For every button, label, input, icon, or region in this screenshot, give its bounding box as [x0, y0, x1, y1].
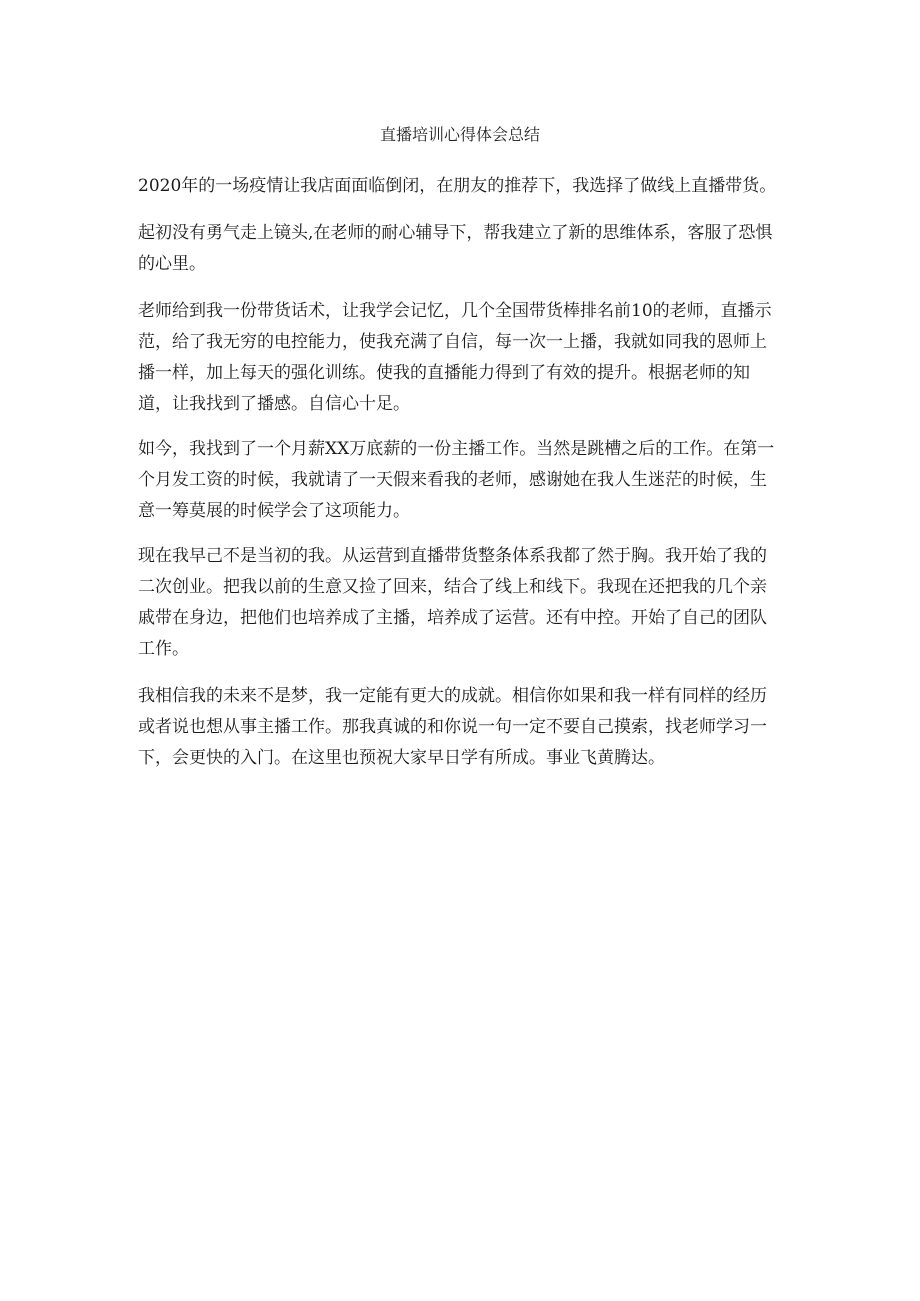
paragraph-line: 如今，我找到了一个月薪XX万底薪的一份主播工作。当然是跳槽之后的工作。在第一 — [138, 439, 775, 459]
paragraph — [138, 434, 786, 527]
paragraph-line: 意一筹莫展的时候学会了这项能力。 — [138, 501, 410, 521]
paragraph — [138, 218, 786, 280]
paragraph-line: 播一样，加上每天的强化训练。使我的直播能力得到了有效的提升。根据老师的知 — [138, 363, 750, 383]
paragraph-line: 戚带在身边，把他们也培养成了主播，培养成了运营。还有中控。开始了自己的团队 — [138, 608, 767, 628]
paragraph-line: 我相信我的未来不是梦，我一定能有更大的成就。相信你如果和我一样有同样的经历 — [138, 686, 767, 706]
paragraph-line: 老师给到我一份带货话术，让我学会记忆，几个全国带货棒排名前10的老师，直播示 — [138, 301, 772, 321]
paragraph — [138, 681, 786, 774]
paragraph-line: 道，让我找到了播感。自信心十足。 — [138, 394, 410, 414]
paragraph-line: 个月发工资的时候，我就请了一天假来看我的老师，感谢她在我人生迷茫的时候，生 — [138, 470, 767, 490]
paragraph-line: 工作。 — [138, 639, 189, 659]
paragraph-line: 2020年的一场疫情让我店面面临倒闭，在朋友的推荐下，我选择了做线上直播带货。 — [138, 176, 777, 196]
paragraph — [138, 296, 786, 420]
paragraph-line: 的心里。 — [138, 254, 206, 274]
paragraph-line: 范，给了我无穷的电控能力，使我充满了自信，每一次一上播，我就如同我的恩师上 — [138, 332, 767, 352]
document-body — [138, 171, 786, 774]
paragraph-line: 或者说也想从事主播工作。那我真诚的和你说一句一定不要自己摸索，找老师学习一 — [138, 717, 767, 737]
document-title: 直播培训心得体会总结 — [379, 125, 540, 144]
paragraph-line: 下，会更快的入门。在这里也预祝大家早日学有所成。事业飞黄腾达。 — [138, 748, 665, 768]
paragraph-line: 现在我早己不是当初的我。从运营到直播带货整条体系我都了然于胸。我开始了我的 — [138, 546, 767, 566]
paragraph — [138, 171, 786, 202]
paragraph — [138, 541, 786, 665]
paragraph-line: 起初没有勇气走上镜头,在老师的耐心辅导下，帮我建立了新的思维体系，客服了恐惧 — [138, 223, 773, 243]
paragraph-line: 二次创业。把我以前的生意又捡了回来，结合了线上和线下。我现在还把我的几个亲 — [138, 577, 767, 597]
